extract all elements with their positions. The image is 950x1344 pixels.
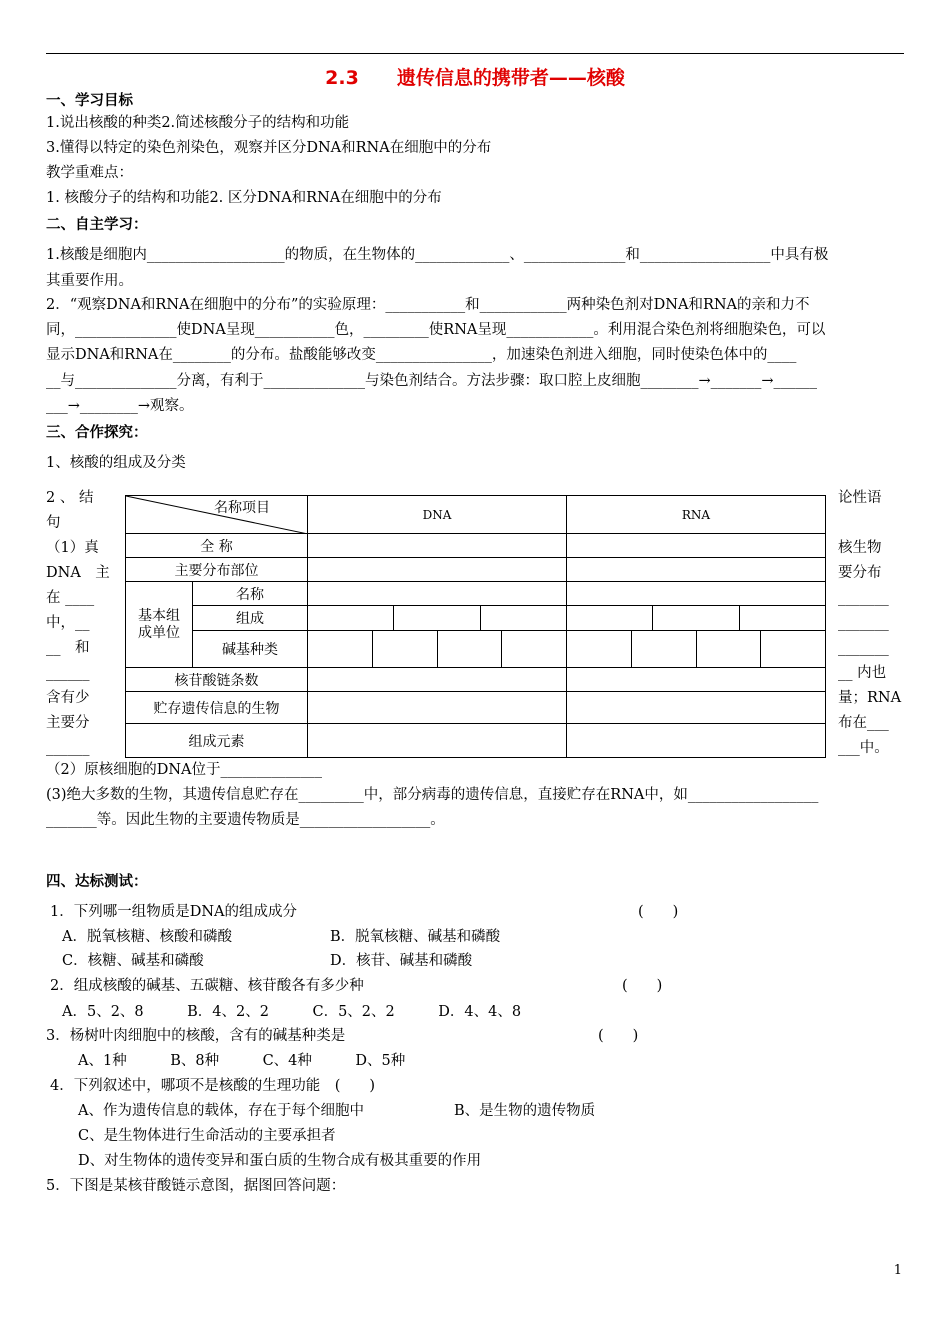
test-q2-paren: ( )	[622, 978, 663, 994]
test-q4-option-d: D、对生物体的遗传变异和蛋白质的生物合成有极其重要的作用	[78, 1153, 482, 1169]
left-margin-text	[46, 486, 112, 761]
section-1-heading: 一、学习目标	[46, 93, 133, 109]
row-strands-label: 核苷酸链条数	[126, 668, 308, 692]
test-q3-paren: ( )	[598, 1028, 639, 1044]
cell-rna-organism	[567, 692, 826, 724]
left-line: DNA 主	[46, 565, 110, 581]
explore-q2: （2）原核细胞的DNA位于______________	[46, 762, 323, 778]
section-3-heading: 三、合作探究：	[46, 425, 148, 441]
left-line: 在 ____	[46, 590, 95, 606]
selfstudy-p2-line-2: 同，______________使DNA呈现___________色，_________使RNA呈现____________。利用混合染色剂将细胞染色，可以	[46, 322, 826, 338]
cell-rna-fullname	[567, 534, 826, 558]
test-q2-options: A．5、2、8 B．4、2、2 C．5、2、2 D．4、4、8	[62, 1004, 522, 1020]
key-points-line: 1. 核酸分子的结构和功能2. 区分DNA和RNA在细胞中的分布	[46, 190, 442, 206]
table-header-diagonal-cell	[126, 496, 308, 534]
page-number: 1	[893, 1263, 902, 1278]
row-organism-label: 贮存遗传信息的生物	[126, 692, 308, 724]
section-4-heading: 四、达标测试：	[46, 874, 148, 890]
right-line-blank	[838, 511, 904, 536]
right-line: _______	[838, 590, 889, 606]
test-q3: 3．杨树叶肉细胞中的核酸，含有的碱基种类是	[46, 1028, 346, 1044]
left-line: 含有少	[46, 690, 90, 706]
cell-rna-bases	[567, 631, 826, 668]
test-q2: 2．组成核酸的碱基、五碳糖、核苷酸各有多少种	[50, 978, 364, 994]
right-line: 要分布	[838, 565, 882, 581]
test-q1-paren: ( )	[638, 904, 679, 920]
row-unit-label: 基本组成单位	[126, 582, 193, 668]
right-line: ___中。	[838, 740, 889, 756]
test-q1: 1．下列哪一组物质是DNA的组成成分	[50, 904, 298, 920]
objective-line-2: 3.懂得以特定的染色剂染色，观察并区分DNA和RNA在细胞中的分布	[46, 140, 492, 156]
selfstudy-p2-line-5: ___→________→观察。	[46, 398, 194, 414]
explore-q1: 1、核酸的组成及分类	[46, 455, 186, 471]
selfstudy-p2-line-3: 显示DNA和RNA在________的分布。盐酸能够改变________________，加速染色剂进入细胞，同时使染色体中的____	[46, 347, 797, 363]
nucleic-acid-table	[125, 495, 826, 758]
row-unit-name-label: 名称	[193, 582, 308, 606]
top-rule	[46, 53, 904, 54]
test-q3-options: A、1种 B、8种 C、4种 D、5种	[78, 1053, 406, 1069]
selfstudy-p1-line-1: 1.核酸是细胞内___________________的物质，在生物体的_____________、______________和__________________中具有极	[46, 247, 829, 263]
cell-dna-bases	[308, 631, 567, 668]
left-line: 句	[46, 515, 61, 531]
test-q4-option-a: A、作为遗传信息的载体，存在于每个细胞中	[78, 1103, 364, 1119]
row-unit-bases-label: 碱基种类	[193, 631, 308, 668]
test-q4-option-c: C、是生物体进行生命活动的主要承担者	[78, 1128, 336, 1144]
cell-dna-location	[308, 558, 567, 582]
selfstudy-p1-line-2: 其重要作用。	[46, 273, 133, 289]
cell-rna-unit-comp	[567, 606, 826, 631]
cell-rna-elements	[567, 724, 826, 758]
test-q1-option-a: A．脱氧核糖、核酸和磷酸	[62, 929, 232, 945]
left-line: ______	[46, 740, 90, 756]
right-line: __ 内也	[838, 665, 887, 681]
header-item-label: 名称项目	[214, 500, 270, 516]
right-line: 核生物	[838, 540, 882, 556]
cell-rna-location	[567, 558, 826, 582]
left-line: __ 和	[46, 640, 90, 656]
row-location-label: 主要分布部位	[126, 558, 308, 582]
right-line: _______	[838, 615, 889, 631]
page-title: 2.3 遗传信息的携带者——核酸	[325, 67, 625, 89]
left-line: 主要分	[46, 715, 90, 731]
test-q4-option-b: B、是生物的遗传物质	[454, 1103, 596, 1119]
selfstudy-p2-line-4: __与______________分离，有利于______________与染色剂结合。方法步骤：取口腔上皮细胞________→_______→______	[46, 373, 818, 389]
right-line: _______	[838, 640, 889, 656]
key-points-label: 教学重难点：	[46, 165, 133, 181]
explore-q3-line-1: (3)绝大多数的生物，其遗传信息贮存在_________中，部分病毒的遗传信息，直接贮存在RNA中，如__________________	[46, 787, 819, 803]
right-line: 量；RNA	[838, 690, 902, 706]
cell-dna-organism	[308, 692, 567, 724]
cell-dna-strands	[308, 668, 567, 692]
cell-dna-unit-name	[308, 582, 567, 606]
left-line: ______	[46, 665, 90, 681]
cell-dna-fullname	[308, 534, 567, 558]
cell-rna-strands	[567, 668, 826, 692]
test-q1-option-b: B．脱氧核糖、碱基和磷酸	[330, 929, 501, 945]
row-unit-comp-label: 组成	[193, 606, 308, 631]
right-margin-text	[838, 486, 904, 761]
left-line: （1）真	[46, 540, 99, 556]
row-elements-label: 组成元素	[126, 724, 308, 758]
test-q5: 5．下图是某核苷酸链示意图，据图回答问题：	[46, 1178, 346, 1194]
cell-rna-unit-name	[567, 582, 826, 606]
test-q4: 4．下列叙述中，哪项不是核酸的生理功能 ( )	[50, 1078, 376, 1094]
explore-q3-line-2: _______等。因此生物的主要遗传物质是__________________。	[46, 812, 445, 828]
cell-dna-unit-comp	[308, 606, 567, 631]
left-line: 2 、 结	[46, 490, 94, 506]
test-q1-option-c: C．核糖、碱基和磷酸	[62, 953, 204, 969]
left-line: 中，__	[46, 615, 90, 631]
right-line: 论性语	[838, 490, 882, 506]
cell-dna-elements	[308, 724, 567, 758]
row-fullname-label: 全 称	[126, 534, 308, 558]
objective-line-1: 1.说出核酸的种类2.简述核酸分子的结构和功能	[46, 115, 350, 131]
col-dna-header: DNA	[308, 496, 567, 534]
test-q1-option-d: D．核苷、碱基和磷酸	[330, 953, 473, 969]
right-line: 布在___	[838, 715, 889, 731]
selfstudy-p2-line-1: 2．“观察DNA和RNA在细胞中的分布”的实验原理：___________和____________两种染色剂对DNA和RNA的亲和力不	[46, 297, 810, 313]
col-rna-header: RNA	[567, 496, 826, 534]
section-2-heading: 二、自主学习：	[46, 217, 148, 233]
